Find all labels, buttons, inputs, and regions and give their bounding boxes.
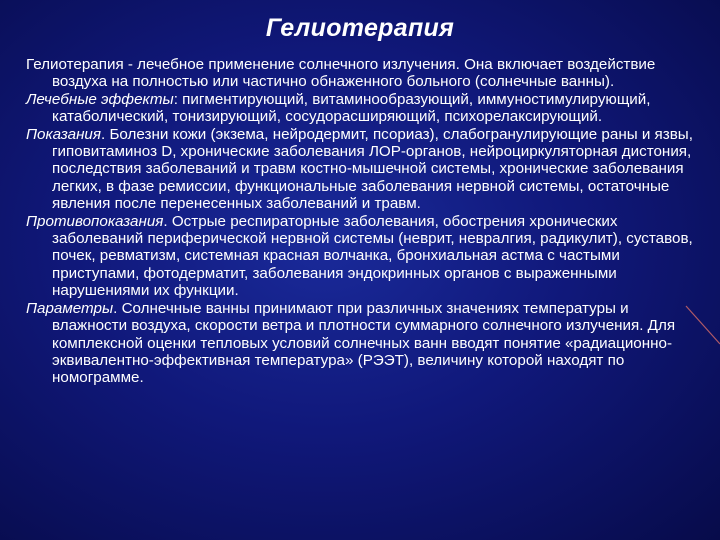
slide-title: Гелиотерапия — [265, 14, 455, 42]
paragraph-text: . Острые респираторные заболевания, обострения хронических заболеваний периферической нервной системы (неврит, невралгия, радикулит), суставов, почек, ревматизм, системная красная волчанка, бронхиальная астма с частыми приступами, фотодерматит, заболевания эндокринных органов с выраженными нарушениями их функции. — [52, 212, 693, 300]
paragraph-text: . Болезни кожи (экзема, нейродермит, псориаз), слабогранулирующие раны и язвы, гиповитаминоз D, хронические заболевания ЛОР-органов, нейроциркуляторная дистония, последствия заболеваний и травм костно-мышечной системы, хронические заболевания легких, в фазе ремиссии, функциональные заболевания нервной системы, остаточные явления после перенесенных заболеваний и травм. — [52, 125, 693, 213]
slide-body — [26, 56, 702, 387]
paragraph-text: Гелиотерапия - лечебное применение солнечного излучения. Она включает воздействие воздуха на полностью или частично обнаженного больного (солнечные ванны). — [26, 56, 656, 91]
paragraph-label: Показания — [26, 125, 101, 143]
paragraph-label: Параметры — [26, 299, 114, 317]
paragraph-intro — [26, 56, 702, 91]
paragraph-label: Лечебные эффекты — [26, 90, 174, 108]
paragraph-label: Противопоказания — [26, 212, 164, 230]
paragraph-parameters — [26, 300, 702, 387]
paragraph-contraindications — [26, 213, 702, 300]
paragraph-indications — [26, 126, 702, 213]
paragraph-text: : пигментирующий, витаминообразующий, иммуностимулирующий, катаболический, тонизирующий, сосудорасширяющий, психорелаксирующий. — [52, 90, 651, 126]
paragraph-text: . Солнечные ванны принимают при различных значениях температуры и влажности воздуха, скорости ветра и плотности суммарного солнечного излучения. Для комплексной оценки тепловых условий солнечных ванн вводят понятие «радиационно-эквивалентно-эффективная температура» (РЭЭТ), величину которой находят по номограмме. — [52, 299, 676, 387]
paragraph-therapeutic-effects — [26, 91, 702, 126]
